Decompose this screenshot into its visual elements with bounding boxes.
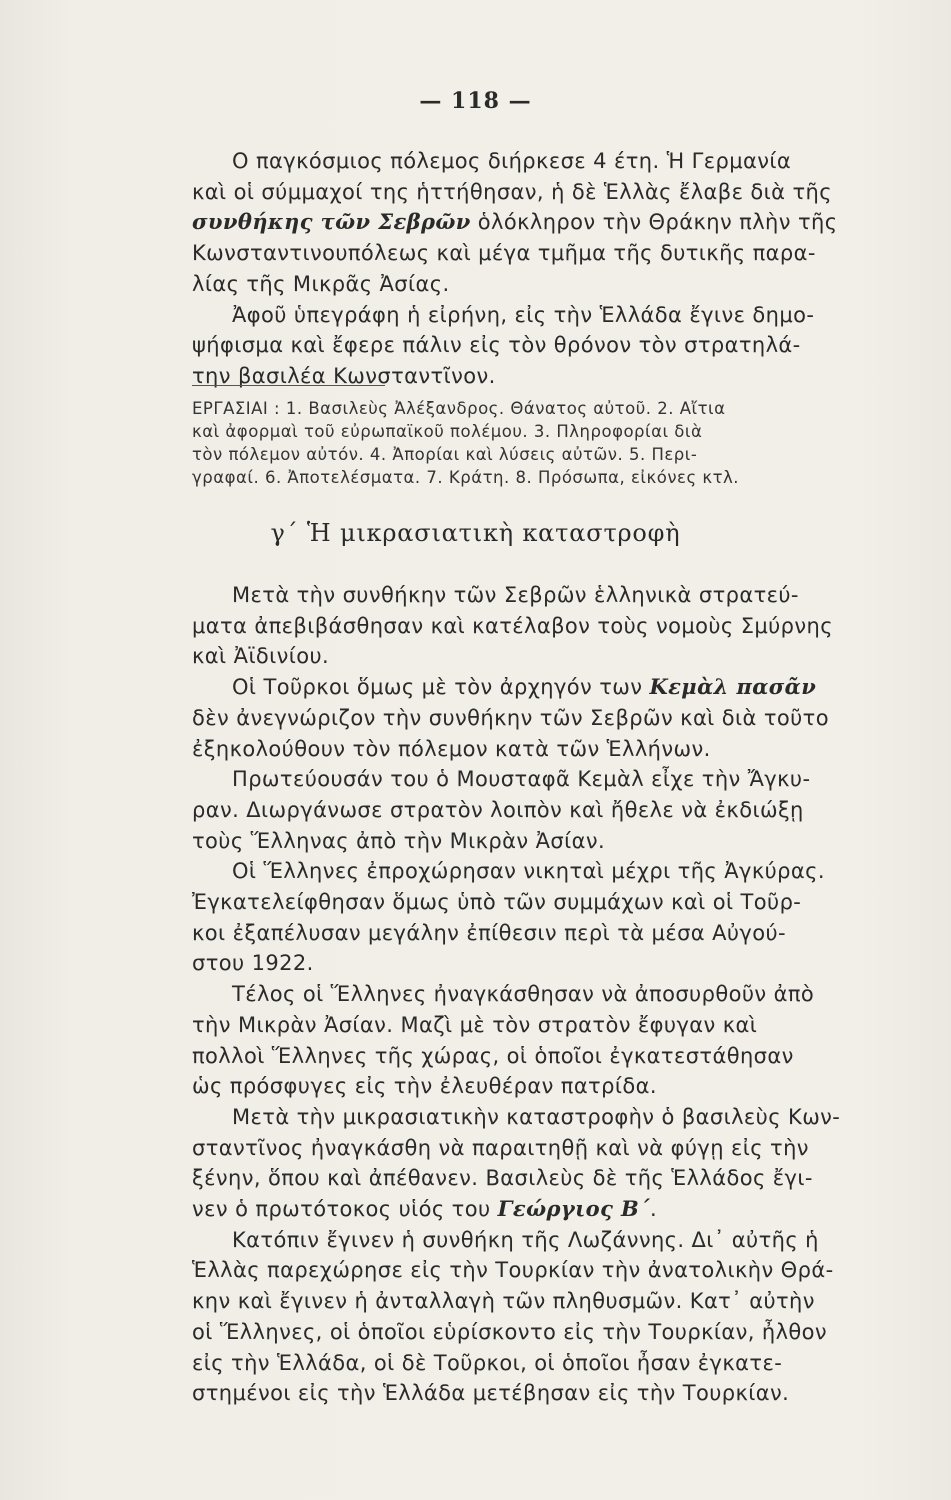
text-line: εἰς τὴν Ἑλλάδα, οἱ δὲ Τοῦρκοι, οἱ ὁποῖοι ἦσαν ἐγκατε- — [192, 1350, 783, 1375]
treaty-name-emphasis: συνθήκης τῶν Σεβρῶν — [192, 209, 471, 235]
text-line: ὡς πρόσφυγες εἰς τὴν ἐλευθέραν πατρίδα. — [192, 1074, 657, 1099]
kemal-emphasis: Κεμὰλ πασᾶν — [649, 674, 817, 700]
text-line: δὲν ἀνεγνώριζον τὴν συνθήκην τῶν Σεβρῶν καὶ διὰ τοῦτο — [192, 705, 829, 730]
text-line: κοι ἐξαπέλυσαν μεγάλην ἐπίθεσιν περὶ τὰ μέσα Αὐγού- — [192, 920, 787, 945]
text-line: καὶ Ἀϊδινίου. — [192, 644, 330, 669]
text-fragment: νεν ὁ πρωτότοκος υἱός του — [192, 1197, 498, 1222]
text-line — [192, 207, 910, 238]
text-line: Ἐγκατελείφθησαν ὅμως ὑπὸ τῶν συμμάχων καὶ οἱ Τοῦρ- — [192, 890, 802, 915]
text-line: ψήφισμα καὶ ἔφερε πάλιν εἰς τὸν θρόνον τὸν στρατηλά- — [192, 333, 801, 358]
text-line: λίας τῆς Μικρᾶς Ἀσίας. — [192, 271, 450, 296]
exercise-line: ΕΡΓΑΣΙΑΙ : 1. Βασιλεὺς Ἀλέξανδρος. Θάνατος αὐτοῦ. 2. Αἴτια — [192, 399, 726, 418]
text-line: τὴν Μικρὰν Ἀσίαν. Μαζὶ μὲ τὸν στρατὸν ἔφυγαν καὶ — [192, 1012, 758, 1037]
text-line: καὶ οἱ σύμμαχοί της ἡττήθησαν, ἡ δὲ Ἑλλὰς ἔλαβε διὰ τῆς — [192, 179, 832, 204]
text-line: οἱ Ἕλληνες, οἱ ὁποῖοι εὑρίσκοντο εἰς τὴν Τουρκίαν, ἦλθον — [192, 1319, 828, 1344]
text-fragment: Οἱ Τοῦρκοι ὅμως μὲ τὸν ἀρχηγόν των — [232, 675, 650, 700]
text-line: Πρωτεύουσάν του ὁ Μουσταφᾶ Κεμὰλ εἶχε τὴν Ἄγκυ- — [232, 767, 811, 792]
exercise-line: καὶ ἀφορμαὶ τοῦ εὐρωπαϊκοῦ πολέμου. 3. Πληροφορίαι διὰ — [192, 422, 703, 441]
text-line: πολλοὶ Ἕλληνες τῆς χώρας, οἱ ὁποῖοι ἐγκατεστάθησαν — [192, 1043, 794, 1068]
intro-paragraph — [192, 146, 910, 392]
text-line: Ἀφοῦ ὑπεγράφη ἡ εἰρήνη, εἰς τὴν Ἑλλάδα ἔγινε δημο- — [232, 302, 815, 327]
text-line: Κωνσταντινουπόλεως καὶ μέγα τμῆμα τῆς δυτικῆς παρα- — [192, 241, 816, 266]
text-line: Τέλος οἱ Ἕλληνες ἠναγκάσθησαν νὰ ἀποσυρθοῦν ἀπὸ — [232, 982, 815, 1007]
section-heading: γ΄ Ἡ μικρασιατικὴ καταστροφὴ — [270, 519, 681, 547]
text-line: Ἑλλὰς παρεχώρησε εἰς τὴν Τουρκίαν τὴν ἀνατολικὴν Θρά- — [192, 1258, 834, 1283]
text-line: την βασιλέα Κωνσταντῖνον. — [192, 363, 496, 388]
exercises-block — [192, 397, 910, 489]
exercise-line: γραφαί. 6. Ἀποτελέσματα. 7. Κράτη. 8. Πρόσωπα, εἰκόνες κτλ. — [192, 468, 740, 487]
text-line — [192, 1194, 910, 1225]
text-line: στου 1922. — [192, 951, 314, 976]
text-line: κην καὶ ἔγινεν ἡ ἀνταλλαγὴ τῶν πληθυσμῶν. Κατ᾽ αὐτὴν — [192, 1289, 815, 1314]
text-line: σταντῖνος ἠναγκάσθη νὰ παραιτηθῇ καὶ νὰ φύγῃ εἰς τὴν — [192, 1135, 809, 1160]
text-line: Κατόπιν ἔγινεν ἡ συνθήκη τῆς Λωζάννης. Δι᾽ αὐτῆς ἡ — [232, 1227, 819, 1252]
text-line: Μετὰ τὴν συνθήκην τῶν Σεβρῶν ἑλληνικὰ στρατεύ- — [232, 583, 799, 607]
text-line: ξένην, ὅπου καὶ ἀπέθανεν. Βασιλεὺς δὲ τῆς Ἑλλάδος ἔγι- — [192, 1166, 813, 1191]
text-fragment: . — [650, 1197, 658, 1222]
text-fragment: ὁλόκληρον τὴν Θράκην πλὴν τῆς — [470, 210, 838, 235]
text-line: Οἱ Ἕλληνες ἐπροχώρησαν νικηταὶ μέχρι τῆς Ἀγκύρας. — [232, 859, 825, 884]
separator-rule — [192, 385, 385, 386]
text-line: ραν. Διωργάνωσε στρατὸν λοιπὸν καὶ ἤθελε νὰ ἐκδιώξῃ — [192, 797, 804, 822]
george-emphasis: Γεώργιος Β΄ — [497, 1196, 651, 1222]
page-number: — 118 — — [419, 88, 532, 114]
text-line: Μετὰ τὴν μικρασιατικὴν καταστροφὴν ὁ βασιλεὺς Κων- — [232, 1104, 841, 1129]
text-line: Ο παγκόσμιος πόλεμος διήρκεσε 4 έτη. Ἡ Γερμανία — [232, 149, 792, 173]
text-line — [192, 672, 910, 703]
text-line: ματα ἀπεβιβάσθησαν καὶ κατέλαβον τοὺς νομοὺς Σμύρνης — [192, 613, 833, 638]
body-text — [192, 580, 910, 1409]
text-line: στημένοι εἰς τὴν Ἑλλάδα μετέβησαν εἰς τὴν Τουρκίαν. — [192, 1381, 790, 1406]
text-line: τοὺς Ἕλληνας ἀπὸ τὴν Μικρὰν Ἀσίαν. — [192, 828, 606, 853]
exercise-line: τὸν πόλεμον αὐτόν. 4. Ἀπορίαι καὶ λύσεις αὐτῶν. 5. Περι- — [192, 445, 698, 464]
text-line: ἐξηκολούθουν τὸν πόλεμον κατὰ τῶν Ἑλλήνων. — [192, 736, 711, 761]
